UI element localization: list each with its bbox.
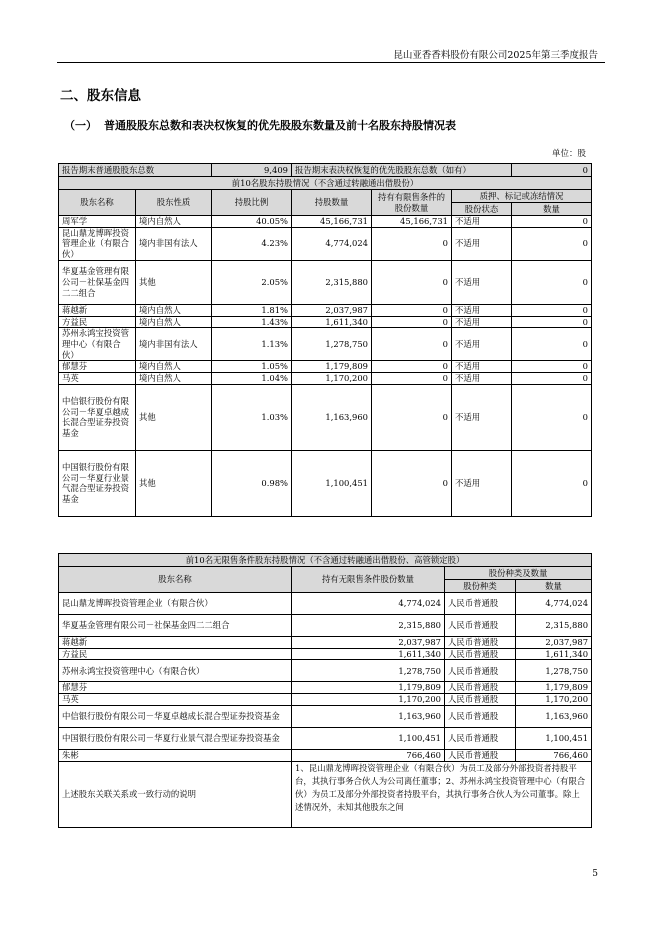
table-row	[59, 216, 592, 228]
top10-shareholders-table	[58, 163, 592, 517]
share-type: 人民币普通股	[445, 615, 516, 637]
restricted-quantity: 0	[372, 260, 452, 304]
share-amount: 4,774,024	[516, 593, 592, 615]
holding-ratio: 2.05%	[212, 260, 292, 304]
unrestricted-title: 前10名无限售条件股东持股情况（不含通过转融通出借股份、高管锁定股）	[59, 554, 592, 567]
top10-title-row	[59, 177, 592, 190]
unrestricted-quantity: 4,774,024	[292, 593, 445, 615]
u-header-name: 股东名称	[59, 567, 292, 593]
restricted-quantity: 0	[372, 227, 452, 260]
share-status: 不适用	[452, 328, 512, 361]
restricted-quantity: 45,166,731	[372, 216, 452, 228]
shareholder-name: 蒋越新	[59, 304, 136, 316]
holding-ratio: 40.05%	[212, 216, 292, 228]
shareholder-nature: 境内自然人	[136, 316, 212, 328]
share-type: 人民币普通股	[445, 648, 516, 660]
subsection-title	[64, 117, 456, 133]
unrestricted-quantity: 1,611,340	[292, 648, 445, 660]
share-status: 不适用	[452, 216, 512, 228]
share-type: 人民币普通股	[445, 749, 516, 761]
table-row	[59, 361, 592, 373]
header-pledge: 质押、标记或冻结情况	[452, 190, 592, 203]
unrestricted-quantity: 1,170,200	[292, 694, 445, 706]
unrestricted-title-row	[59, 554, 592, 567]
unrestricted-quantity: 1,100,451	[292, 727, 445, 749]
holding-ratio: 0.98%	[212, 450, 292, 516]
restricted-quantity: 0	[372, 450, 452, 516]
pledged-amount: 0	[512, 216, 592, 228]
share-amount: 1,163,960	[516, 705, 592, 727]
holding-ratio: 1.13%	[212, 328, 292, 361]
u-header-type: 股份种类	[445, 580, 516, 593]
unrestricted-quantity: 2,315,880	[292, 615, 445, 637]
restricted-quantity: 0	[372, 316, 452, 328]
shareholder-nature: 其他	[136, 384, 212, 450]
header-name: 股东名称	[59, 190, 136, 216]
u-header-qty: 持有无限售条件股份数量	[292, 567, 445, 593]
restricted-quantity: 0	[372, 361, 452, 373]
holding-ratio: 1.05%	[212, 361, 292, 373]
restricted-quantity: 0	[372, 304, 452, 316]
table-row	[59, 260, 592, 304]
pledged-amount: 0	[512, 384, 592, 450]
table-row	[59, 593, 592, 615]
header-status: 股份状态	[452, 203, 512, 216]
header-ratio: 持股比例	[212, 190, 292, 216]
u-header-amount: 数量	[516, 580, 592, 593]
pledged-amount: 0	[512, 373, 592, 385]
share-status: 不适用	[452, 384, 512, 450]
shareholder-name: 苏州永鸿宝投资管理中心（有限合伙）	[59, 660, 292, 682]
unrestricted-header-row	[59, 567, 592, 580]
restricted-quantity: 0	[372, 328, 452, 361]
unrestricted-quantity: 1,278,750	[292, 660, 445, 682]
table-row	[59, 682, 592, 694]
pledged-amount: 0	[512, 328, 592, 361]
subsection-number: （一）	[64, 119, 97, 132]
pref-holders-value: 0	[512, 164, 592, 177]
shareholder-nature: 境内自然人	[136, 361, 212, 373]
header-restricted: 持有有限售条件的股份数量	[372, 190, 452, 216]
u-header-type-group: 股份种类及数量	[445, 567, 592, 580]
shareholder-name: 中国银行股份有限公司－华夏行业景气混合型证券投资基金	[59, 727, 292, 749]
table-row	[59, 749, 592, 761]
share-type: 人民币普通股	[445, 682, 516, 694]
pledged-amount: 0	[512, 260, 592, 304]
table-row	[59, 227, 592, 260]
unrestricted-quantity: 766,460	[292, 749, 445, 761]
holding-ratio: 1.03%	[212, 384, 292, 450]
share-amount: 1,611,340	[516, 648, 592, 660]
holding-ratio: 4.23%	[212, 227, 292, 260]
share-amount: 1,278,750	[516, 660, 592, 682]
share-amount: 766,460	[516, 749, 592, 761]
shareholder-nature: 境内自然人	[136, 373, 212, 385]
table-row	[59, 304, 592, 316]
shareholder-name: 郁慧芬	[59, 361, 136, 373]
unrestricted-quantity: 1,179,809	[292, 682, 445, 694]
unrestricted-quantity: 1,163,960	[292, 705, 445, 727]
shareholder-name: 中信银行股份有限公司－华夏卓越成长混合型证券投资基金	[59, 705, 292, 727]
shareholder-name: 苏州永鸿宝投资管理中心（有限合伙）	[59, 328, 136, 361]
holding-quantity: 1,170,200	[292, 373, 372, 385]
share-status: 不适用	[452, 361, 512, 373]
pledged-amount: 0	[512, 304, 592, 316]
shareholder-name: 方益民	[59, 648, 292, 660]
holding-ratio: 1.81%	[212, 304, 292, 316]
table-row	[59, 660, 592, 682]
shareholder-name: 马英	[59, 694, 292, 706]
share-amount: 1,179,809	[516, 682, 592, 694]
share-amount: 1,170,200	[516, 694, 592, 706]
share-type: 人民币普通股	[445, 593, 516, 615]
shareholder-name: 中信银行股份有限公司－华夏卓越成长混合型证券投资基金	[59, 384, 136, 450]
table-row	[59, 694, 592, 706]
common-holders-value: 9,409	[212, 164, 292, 177]
table-row	[59, 615, 592, 637]
unrestricted-shareholders-table	[58, 553, 592, 828]
share-type: 人民币普通股	[445, 727, 516, 749]
table-row	[59, 450, 592, 516]
shareholder-name: 朱彬	[59, 749, 292, 761]
summary-row	[59, 164, 592, 177]
shareholder-nature: 其他	[136, 260, 212, 304]
table-row	[59, 705, 592, 727]
unrestricted-quantity: 2,037,987	[292, 637, 445, 649]
holding-quantity: 1,163,960	[292, 384, 372, 450]
shareholder-name: 昆山鼎龙博晖投资管理企业（有限合伙）	[59, 593, 292, 615]
table-row	[59, 637, 592, 649]
shareholder-name: 郁慧芬	[59, 682, 292, 694]
relation-text: 1、昆山鼎龙博晖投资管理企业（有限合伙）为员工及部分外部投资者持股平台，其执行事务合伙人为公司离任董事；2、苏州永鸿宝投资管理中心（有限合伙）为员工及部分外部投资者持股平台，其执行事务合伙人为公司董事。除上述情况外，未知其他股东之间	[292, 761, 592, 827]
shareholder-name: 方益民	[59, 316, 136, 328]
shareholder-nature: 其他	[136, 450, 212, 516]
shareholder-nature: 境内非国有法人	[136, 227, 212, 260]
share-status: 不适用	[452, 450, 512, 516]
header-divider	[57, 62, 605, 63]
holding-quantity: 1,100,451	[292, 450, 372, 516]
share-type: 人民币普通股	[445, 660, 516, 682]
holding-quantity: 1,278,750	[292, 328, 372, 361]
unit-label: 单位：股	[551, 149, 586, 159]
share-status: 不适用	[452, 260, 512, 304]
shareholder-name: 中国银行股份有限公司－华夏行业景气混合型证券投资基金	[59, 450, 136, 516]
holding-ratio: 1.43%	[212, 316, 292, 328]
pledged-amount: 0	[512, 450, 592, 516]
table-row	[59, 648, 592, 660]
pledged-amount: 0	[512, 361, 592, 373]
holding-quantity: 4,774,024	[292, 227, 372, 260]
top10-title: 前10名股东持股情况（不含通过转融通出借股份）	[59, 177, 592, 190]
shareholder-name: 周军学	[59, 216, 136, 228]
table-row	[59, 373, 592, 385]
relation-row	[59, 761, 592, 827]
holding-quantity: 45,166,731	[292, 216, 372, 228]
relation-label: 上述股东关联关系或一致行动的说明	[59, 761, 292, 827]
holding-ratio: 1.04%	[212, 373, 292, 385]
header-nature: 股东性质	[136, 190, 212, 216]
holding-quantity: 1,611,340	[292, 316, 372, 328]
top10-header-row	[59, 190, 592, 203]
share-type: 人民币普通股	[445, 637, 516, 649]
shareholder-name: 华夏基金管理有限公司－社保基金四二二组合	[59, 615, 292, 637]
table-row	[59, 384, 592, 450]
share-amount: 1,100,451	[516, 727, 592, 749]
subsection-text: 普通股股东总数和表决权恢复的优先股股东数量及前十名股东持股情况表	[104, 119, 456, 132]
header-qty: 持股数量	[292, 190, 372, 216]
share-amount: 2,037,987	[516, 637, 592, 649]
shareholder-nature: 境内自然人	[136, 304, 212, 316]
shareholder-nature: 境内非国有法人	[136, 328, 212, 361]
pledged-amount: 0	[512, 316, 592, 328]
restricted-quantity: 0	[372, 373, 452, 385]
share-type: 人民币普通股	[445, 705, 516, 727]
shareholder-name: 蒋越新	[59, 637, 292, 649]
report-header: 昆山亚香香料股份有限公司2025年第三季度报告	[393, 50, 598, 61]
table-row	[59, 316, 592, 328]
pledged-amount: 0	[512, 227, 592, 260]
shareholder-name: 马英	[59, 373, 136, 385]
share-amount: 2,315,880	[516, 615, 592, 637]
restricted-quantity: 0	[372, 384, 452, 450]
share-status: 不适用	[452, 227, 512, 260]
header-amount: 数量	[512, 203, 592, 216]
shareholder-name: 华夏基金管理有限公司－社保基金四二二组合	[59, 260, 136, 304]
table-row	[59, 727, 592, 749]
holding-quantity: 2,315,880	[292, 260, 372, 304]
section-title: 二、股东信息	[60, 88, 141, 104]
pref-holders-label: 报告期末表决权恢复的优先股股东总数（如有）	[292, 164, 512, 177]
shareholder-nature: 境内自然人	[136, 216, 212, 228]
common-holders-label: 报告期末普通股股东总数	[59, 164, 212, 177]
holding-quantity: 2,037,987	[292, 304, 372, 316]
share-type: 人民币普通股	[445, 694, 516, 706]
page-number: 5	[592, 869, 598, 879]
share-status: 不适用	[452, 316, 512, 328]
table-row	[59, 328, 592, 361]
shareholder-name: 昆山鼎龙博晖投资管理企业（有限合伙）	[59, 227, 136, 260]
share-status: 不适用	[452, 304, 512, 316]
holding-quantity: 1,179,809	[292, 361, 372, 373]
share-status: 不适用	[452, 373, 512, 385]
